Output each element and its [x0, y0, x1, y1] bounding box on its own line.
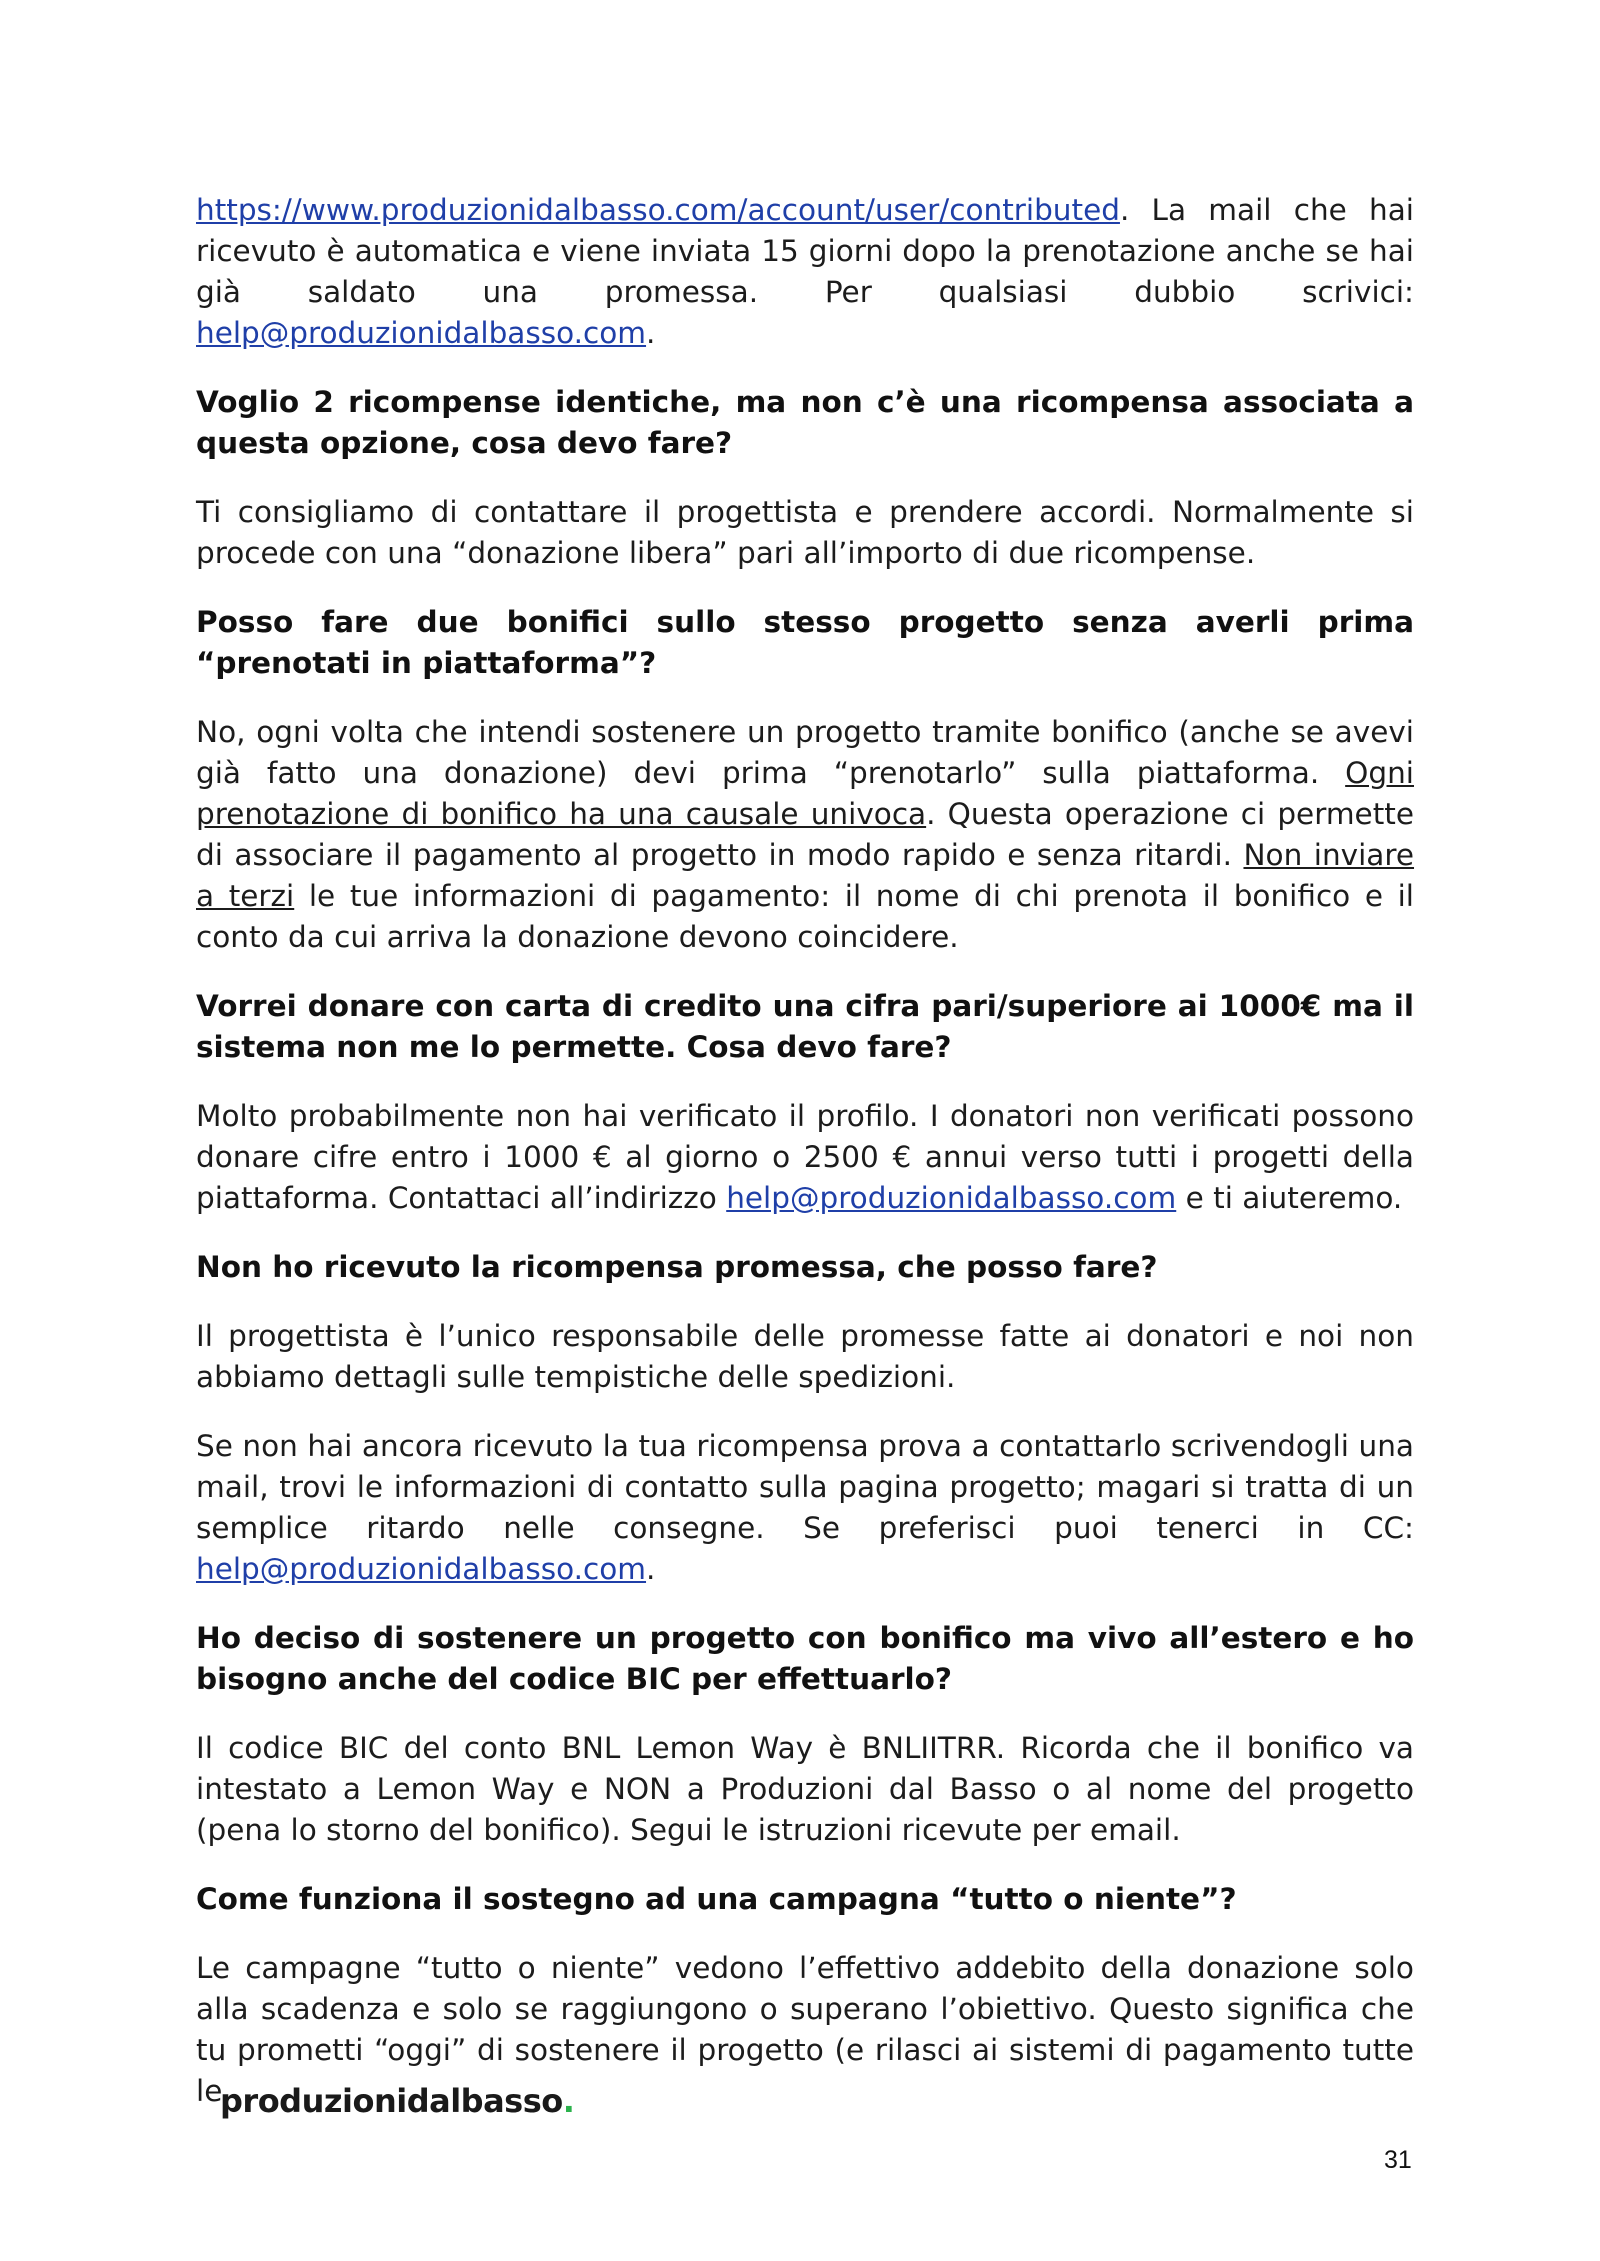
brand-logo: produzionidalbasso. — [220, 2082, 575, 2120]
intro-text: . La mail che hai ricevuto è automatica e viene inviata 15 giorni dopo la prenotazione anche se hai già saldato una promessa. Per qualsiasi dubbio scrivici: — [196, 193, 1414, 309]
contributed-link[interactable]: https://www.produzionidalbasso.com/account/user/contributed — [196, 193, 1120, 227]
answer-paragraph: Il progettista è l’unico responsabile delle promesse fatte ai donatori e noi non abbiamo dettagli sulle tempistiche delle spedizioni. — [196, 1319, 1414, 1394]
document-body — [196, 190, 1414, 2140]
answer-paragraph: Molto probabilmente non hai verificato il profilo. I donatori non verificati possono donare cifre entro i 1000 € al giorno o 2500 € annui verso tutti i progetti della piattaforma. Contattaci all’indirizzo help@produzionidalbasso.com e ti aiuteremo. — [196, 1099, 1414, 1215]
answer-paragraph: Il codice BIC del conto BNL Lemon Way è BNLIITRR. Ricorda che il bonifico va intestato a Lemon Way e NON a Produzioni dal Basso o al nome del progetto (pena lo storno del bonifico). Segui le istruzioni ricevute per email. — [196, 1731, 1414, 1847]
underlined-text: Non inviare a terzi — [196, 838, 1415, 913]
underlined-text: Ogni prenotazione di bonifico ha una causale univoca — [196, 756, 1414, 831]
question-heading: Vorrei donare con carta di credito una cifra pari/superiore ai 1000€ ma il sistema non me lo permette. Cosa devo fare? — [196, 989, 1414, 1064]
help-email-link[interactable]: help@produzionidalbasso.com — [726, 1181, 1177, 1215]
question-heading: Come funziona il sostegno ad una campagna “tutto o niente”? — [196, 1882, 1237, 1916]
question-heading: Posso fare due bonifici sullo stesso progetto senza averli prima “prenotati in piattaforma”? — [196, 605, 1414, 680]
answer-paragraph: Se non hai ancora ricevuto la tua ricompensa prova a contattarlo scrivendogli una mail, trovi le informazioni di contatto sulla pagina progetto; magari si tratta di un semplice ritardo nelle consegne. Se preferisci puoi tenerci in CC: help@produzionidalbasso.com. — [196, 1429, 1414, 1586]
answer-paragraph: No, ogni volta che intendi sostenere un progetto tramite bonifico (anche se avevi già fatto una donazione) devi prima “prenotarlo” sulla piattaforma. Ogni prenotazione di bonifico ha una causale univoca. Questa operazione ci permette di associare il pagamento al progetto in modo rapido e senza ritardi. Non inviare a terzi le tue informazioni di pagamento: il nome di chi prenota il bonifico e il conto da cui arriva la donazione devono coincidere. — [196, 715, 1415, 954]
intro-paragraph: https://www.produzionidalbasso.com/account/user/contributed. La mail che hai ricevuto è automatica e viene inviata 15 giorni dopo la prenotazione anche se hai già saldato una promessa. Per qualsiasi dubbio scrivici: help@produzionidalbasso.com. — [196, 193, 1414, 350]
answer-paragraph: Ti consigliamo di contattare il progettista e prendere accordi. Normalmente si procede con una “donazione libera” pari all’importo di due ricompense. — [196, 495, 1414, 570]
answer-paragraph: Le campagne “tutto o niente” vedono l’effettivo addebito della donazione solo alla scadenza e solo se raggiungono o superano l’obiettivo. Questo significa che tu prometti “oggi” di sostenere il progetto (e rilasci ai sistemi di pagamento tutte le — [196, 1951, 1414, 2108]
question-heading: Non ho ricevuto la ricompensa promessa, che posso fare? — [196, 1250, 1158, 1284]
logo-dot: . — [562, 2082, 575, 2120]
help-email-link[interactable]: help@produzionidalbasso.com — [196, 316, 647, 350]
question-heading: Voglio 2 ricompense identiche, ma non c’è una ricompensa associata a questa opzione, cosa devo fare? — [196, 385, 1414, 460]
page-number: 31 — [1384, 2146, 1412, 2174]
question-heading: Ho deciso di sostenere un progetto con bonifico ma vivo all’estero e ho bisogno anche del codice BIC per effettuarlo? — [196, 1621, 1414, 1696]
help-email-link[interactable]: help@produzionidalbasso.com — [196, 1552, 647, 1586]
